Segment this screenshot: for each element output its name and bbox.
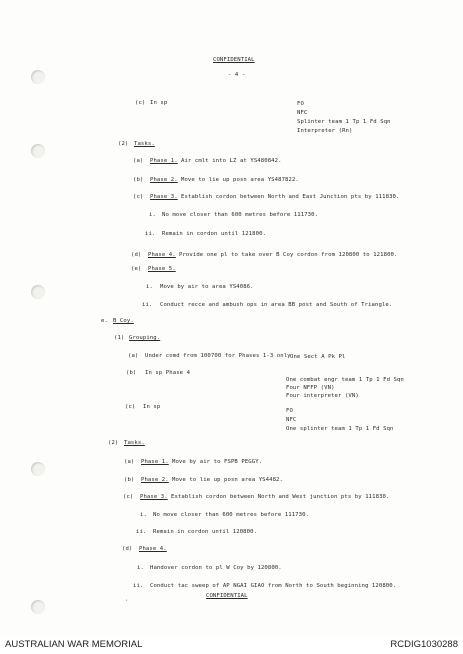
phase-text: Air cmlt into LZ at YS480842. [181, 158, 282, 164]
item-label: (d) [122, 546, 133, 552]
section-title: Tasks. [124, 440, 145, 446]
phase-name: Phase 3. [140, 494, 168, 500]
subitem-label: i. [149, 212, 156, 218]
phase-name: Phase 3. [150, 194, 178, 200]
asset-line: Splinter team 1 Tp 1 Fd Sqn [297, 119, 391, 125]
phase-text: Provide one pl to take over B Coy cordon from 120800 to 121800. [179, 252, 398, 258]
subitem-label: ii. [136, 529, 147, 535]
phase-text: Move by air to FSPB PEGGY. [172, 459, 263, 465]
subitem-text: No move closer than 600 metres before 111730. [153, 512, 310, 518]
subitem-label: ii. [145, 231, 156, 237]
subitem-text: Handover cordon to pl W Coy by 120800. [150, 565, 282, 571]
phase-text: Move to lie up posn area YS487822. [181, 177, 299, 183]
phase-text: Establish cordon between North and West junction pts by 111830. [171, 494, 390, 500]
page-mark: · [125, 598, 129, 604]
subitem-text: Remain in cordon until 121800. [162, 231, 267, 237]
asset-line: One Sect A Pk Pl [290, 354, 346, 360]
section-number: (2) [118, 141, 129, 147]
asset-line: Interpreter (Rn) [297, 128, 353, 134]
item-label: (b) [124, 477, 135, 483]
subitem-label: i. [146, 284, 153, 290]
item-label: (c) [123, 494, 134, 500]
phase-text: Establish cordon between North and East Junction pts by 111830. [181, 194, 400, 200]
para-title: B Coy. [113, 318, 134, 324]
item-text: In sp [150, 100, 168, 106]
subitem-label: i. [140, 512, 147, 518]
phase-text: Move to lie up posn area YS4482. [172, 477, 283, 483]
asset-line: Four NFFP (VN) [286, 385, 335, 391]
section-number: (1) [114, 335, 125, 341]
asset-line: NFC [286, 417, 297, 423]
item-label: (c) [125, 404, 136, 410]
archive-name: AUSTRALIAN WAR MEMORIAL [5, 639, 143, 650]
archive-footer [0, 636, 463, 654]
subitem-text: Conduct recce and ambush ops in area BB post and South of Triangle. [160, 302, 393, 308]
asset-line: Four interpreter (VN) [286, 393, 359, 399]
section-title: Grouping. [129, 335, 161, 341]
punch-hole [31, 144, 45, 158]
subitem-text: Remain in cordon until 120800. [153, 529, 258, 535]
item-label: (a) [133, 158, 144, 164]
archive-reference: RCDIG1030288 [390, 639, 458, 650]
phase-name: Phase 1. [141, 459, 169, 465]
phase-name: Phase 2. [141, 477, 169, 483]
para-label: e. [101, 318, 108, 324]
phase-name: Phase 4. [148, 252, 176, 258]
asset-line: NFC [297, 110, 308, 116]
asset-line: One splinter team 1 Tp 1 Fd Sqn [286, 426, 394, 432]
subitem-text: No move closer than 600 metres before 111730. [162, 212, 319, 218]
item-text: In sp Phase 4 [145, 370, 191, 376]
item-label: (b) [126, 370, 137, 376]
item-label: (b) [133, 177, 144, 183]
classification-header: CONFIDENTIAL [213, 57, 255, 63]
section-number: (2) [108, 440, 119, 446]
phase-name: Phase 1. [150, 158, 178, 164]
punch-hole [31, 70, 45, 84]
subitem-label: i. [137, 565, 144, 571]
asset-line: FO [286, 408, 293, 414]
subitem-label: ii. [133, 583, 144, 589]
item-label: (c) [133, 194, 144, 200]
subitem-label: ii. [142, 302, 153, 308]
punch-hole [31, 462, 45, 476]
punch-hole [31, 600, 45, 614]
item-label: (a) [128, 353, 139, 359]
punch-hole [31, 285, 45, 299]
phase-name: Phase 5. [148, 266, 176, 272]
item-text: Under comd from 100700 for Phases 1-3 only [145, 353, 291, 359]
item-text: In sp [143, 404, 161, 410]
item-label: (d) [131, 252, 142, 258]
item-label: (a) [124, 459, 135, 465]
subitem-text: Conduct tac sweep of AP NGAI GIAO from North to South beginning 120800. [150, 583, 397, 589]
phase-name: Phase 4. [139, 546, 167, 552]
asset-line: One combat engr team 1 Tp 1 Fd Sqn [286, 377, 404, 383]
item-label: (e) [131, 266, 142, 272]
asset-line: FO [297, 101, 304, 107]
item-label: (c) [135, 100, 146, 106]
phase-name: Phase 2. [150, 177, 178, 183]
section-title: Tasks. [134, 141, 155, 147]
page-number: - 4 - [228, 72, 246, 78]
subitem-text: Move by air to area YS4086. [160, 284, 254, 290]
classification-footer: CONFIDENTIAL [206, 593, 248, 599]
